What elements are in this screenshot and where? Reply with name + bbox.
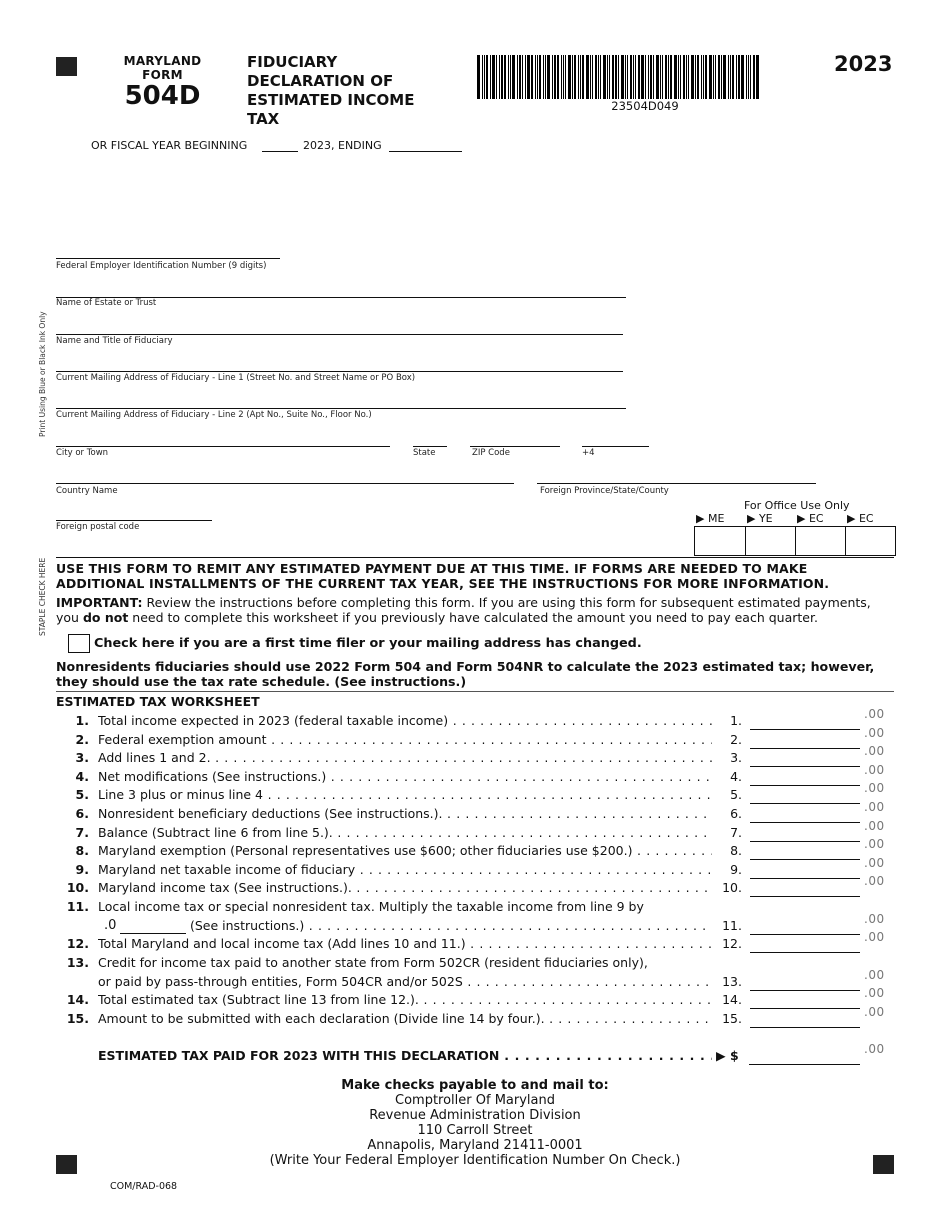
barcode-bar	[527, 55, 530, 99]
worksheet-rule	[56, 691, 894, 692]
line-text: (See instructions.) . . .	[190, 916, 712, 935]
office-use-title: For Office Use Only	[744, 499, 850, 512]
address-line2-label: Current Mailing Address of Fiduciary - Line 2 (Apt No., Suite No., Floor No.)	[56, 410, 372, 420]
worksheet-line-1	[56, 707, 896, 730]
office-col-ec-1: ▶ EC	[797, 512, 824, 525]
barcode-bar	[656, 55, 659, 99]
line-number: 6.	[75, 806, 89, 821]
barcode-bar	[499, 55, 500, 99]
barcode-bar	[496, 55, 497, 99]
estimated-tax-paid-input[interactable]	[749, 1046, 860, 1065]
barcode-bar	[547, 55, 550, 99]
mailing-line-4: Annapolis, Maryland 21411-0001	[367, 1138, 583, 1153]
worksheet-line-9	[56, 856, 896, 879]
fiduciary-name-label: Name and Title of Fiduciary	[56, 336, 173, 346]
line-cents: .00	[864, 763, 885, 777]
important-notice	[56, 595, 896, 625]
line-11-amount-input[interactable]	[750, 916, 860, 935]
line-12-amount-input[interactable]	[750, 934, 860, 953]
line-ref: 11.	[722, 918, 742, 933]
barcode-bar	[748, 55, 749, 99]
barcode-bar	[686, 55, 687, 99]
barcode-bar	[517, 55, 518, 99]
barcode-bar	[641, 55, 644, 99]
line-15-amount-input[interactable]	[750, 1009, 860, 1028]
line-8-amount-input[interactable]	[750, 841, 860, 860]
line-ref: 9.	[730, 862, 742, 877]
address-line1-label: Current Mailing Address of Fiduciary - Line 1 (Street No. and Street Name or PO Box)	[56, 373, 416, 383]
line-ref: 14.	[722, 992, 742, 1007]
barcode-bar	[721, 55, 722, 99]
staple-notice: STAPLE CHECK HERE	[38, 557, 47, 636]
barcode-bar	[670, 55, 672, 99]
line-ref: 6.	[730, 806, 742, 821]
barcode-bar	[586, 55, 589, 99]
barcode-bar	[537, 55, 538, 99]
line-text: Net modifications (See instructions.) . . .	[98, 767, 712, 786]
line-text: Maryland exemption (Personal representatives use $600; other fiduciaries use $200.) . . .	[98, 841, 712, 860]
registration-mark-bottom-right	[873, 1155, 894, 1174]
line-ref: 1.	[730, 713, 742, 728]
barcode-bar	[603, 55, 606, 99]
barcode-bar	[618, 55, 619, 99]
line-cents: .00	[864, 819, 885, 833]
worksheet-line-13-a	[56, 953, 896, 972]
barcode-bar	[705, 55, 707, 99]
barcode-bar	[552, 55, 553, 99]
line-number: 1.	[75, 713, 89, 728]
barcode-bar	[482, 55, 483, 99]
barcode-bar	[660, 55, 661, 99]
barcode-bar	[680, 55, 681, 99]
barcode-bar	[492, 55, 495, 99]
form-word: FORM	[142, 68, 183, 82]
barcode-bar	[736, 55, 737, 99]
line-number: 10.	[66, 880, 89, 895]
mailing-line-5: (Write Your Federal Employer Identification Number On Check.)	[269, 1153, 681, 1168]
barcode-bar	[554, 55, 556, 99]
barcode-bar	[653, 55, 654, 99]
line-cents: .00	[864, 874, 885, 888]
barcode-bar	[756, 55, 759, 99]
line-cents: .00	[864, 968, 885, 982]
barcode-bar	[574, 55, 576, 99]
office-col-ec-2: ▶ EC	[847, 512, 874, 525]
barcode-bar	[612, 55, 614, 99]
zip-plus4-input[interactable]	[582, 446, 649, 447]
barcode-bar	[713, 55, 714, 99]
important-label: IMPORTANT:	[56, 595, 143, 610]
form-code: COM/RAD-068	[110, 1181, 178, 1192]
nonresident-line-2: they should use the tax rate schedule. (See instructions.)	[56, 674, 467, 689]
line-cents: .00	[864, 800, 885, 814]
zip-plus4-label: +4	[582, 448, 595, 458]
line-2-amount-input[interactable]	[750, 730, 860, 749]
worksheet-line-6	[56, 800, 896, 823]
form-id-block	[110, 54, 215, 110]
barcode-bar	[697, 55, 699, 99]
line-number: 5.	[75, 787, 89, 802]
line-number: 11.	[66, 899, 89, 914]
state-name: MARYLAND	[123, 54, 202, 68]
barcode-bar	[510, 55, 511, 99]
barcode-bar	[633, 55, 634, 99]
fein-label: Federal Employer Identification Number (9 digits)	[56, 261, 267, 271]
fein-input[interactable]	[56, 258, 280, 259]
line-number: 15.	[66, 1011, 89, 1026]
line-cents: .00	[864, 726, 885, 740]
barcode-bar	[486, 55, 488, 99]
line-number: 13.	[66, 955, 89, 970]
important-text-2a: you	[56, 610, 79, 625]
country-label: Country Name	[56, 486, 118, 496]
barcode-bar	[615, 55, 617, 99]
barcode-bar	[678, 55, 679, 99]
postal-code-label: Foreign postal code	[56, 522, 140, 532]
line-text: Nonresident beneficiary deductions (See instructions.). . . .	[98, 804, 712, 823]
line-cents: .00	[864, 837, 885, 851]
office-col-ye: ▶ YE	[747, 512, 773, 525]
title-line-1: FIDUCIARY	[247, 53, 338, 71]
first-time-filer-checkbox[interactable]	[68, 634, 90, 653]
barcode-bar	[688, 55, 689, 99]
fiduciary-name-input[interactable]	[56, 334, 623, 335]
barcode-bar	[728, 55, 729, 99]
barcode-bar	[627, 55, 628, 99]
line-text: or paid by pass-through entities, Form 504CR and/or 502S . . .	[98, 972, 712, 991]
barcode-bar	[668, 55, 669, 99]
barcode-bar	[525, 55, 526, 99]
barcode-bar	[543, 55, 544, 99]
important-do-not: do not	[82, 610, 129, 625]
local-rate-prefix: .0	[104, 918, 117, 933]
line-3-amount-input[interactable]	[750, 748, 860, 767]
worksheet-line-7	[56, 819, 896, 842]
nonresident-line-1: Nonresidents fiduciaries should use 2022 Form 504 and Form 504NR to calculate the 2023 estimated tax; however,	[56, 659, 875, 674]
line-number: 8.	[75, 843, 89, 858]
office-cell-divider	[845, 527, 846, 555]
local-rate-input[interactable]	[120, 916, 186, 934]
worksheet-line-2	[56, 726, 896, 749]
address-line2-input[interactable]	[56, 408, 626, 409]
barcode-bar	[600, 55, 601, 99]
barcode-bar	[732, 55, 734, 99]
barcode-bar	[490, 55, 491, 99]
fiscal-beginning-input[interactable]	[262, 151, 298, 152]
form-title	[247, 53, 467, 129]
barcode-bar	[638, 55, 640, 99]
line-number: 7.	[75, 825, 89, 840]
estimated-tax-paid-line	[56, 1042, 896, 1065]
line-ref: 5.	[730, 787, 742, 802]
ink-notice: Print Using Blue or Black Ink Only	[38, 311, 47, 437]
state-label: State	[413, 448, 436, 458]
barcode-bar	[650, 55, 652, 99]
line-ref: 15.	[722, 1011, 742, 1026]
province-input[interactable]	[537, 483, 816, 484]
zip-input[interactable]	[470, 446, 560, 447]
line-text: Balance (Subtract line 6 from line 5.). . . .	[98, 823, 712, 842]
first-time-filer-label: Check here if you are a first time filer or your mailing address has changed.	[94, 636, 642, 651]
barcode-bar	[531, 55, 533, 99]
remit-line-1: USE THIS FORM TO REMIT ANY ESTIMATED PAYMENT DUE AT THIS TIME. IF FORMS ARE NEEDED TO MAKE	[56, 561, 808, 576]
worksheet-line-12	[56, 930, 896, 953]
line-cents: .00	[864, 986, 885, 1000]
barcode-bar	[504, 55, 506, 99]
barcode-bar	[484, 55, 485, 99]
paid-arrow-dollar: ▶ $	[716, 1048, 739, 1063]
barcode-bar	[501, 55, 503, 99]
line-cents: .00	[864, 930, 885, 944]
worksheet-line-8	[56, 837, 896, 860]
barcode-bar	[746, 55, 747, 99]
title-line-2: DECLARATION OF	[247, 72, 394, 90]
tax-year: 2023	[834, 52, 893, 76]
line-number: 9.	[75, 862, 89, 877]
barcode-bar	[750, 55, 751, 99]
barcode-bar	[683, 55, 685, 99]
line-text: Total Maryland and local income tax (Add lines 10 and 11.) . . .	[98, 934, 712, 953]
barcode-bar	[730, 55, 731, 99]
registration-mark-bottom-left	[56, 1155, 77, 1174]
office-cell-divider	[745, 527, 746, 555]
title-line-4: TAX	[247, 110, 280, 128]
country-input[interactable]	[56, 483, 514, 484]
line-5-amount-input[interactable]	[750, 785, 860, 804]
barcode-bar	[753, 55, 755, 99]
barcode-bar	[648, 55, 649, 99]
line-14-amount-input[interactable]	[750, 990, 860, 1009]
remit-line-2: ADDITIONAL INSTALLMENTS OF THE CURRENT TAX YEAR, SEE THE INSTRUCTIONS FOR MORE INFORMATION.	[56, 576, 830, 591]
barcode-bar	[665, 55, 667, 99]
worksheet-line-10	[56, 874, 896, 897]
barcode-bars	[477, 55, 813, 99]
line-ref: 3.	[730, 750, 742, 765]
barcode-bar	[590, 55, 591, 99]
line-text: Local income tax or special nonresident tax. Multiply the taxable income from line 9 by	[98, 899, 644, 914]
barcode-bar	[718, 55, 720, 99]
barcode-bar	[723, 55, 726, 99]
barcode-bar	[738, 55, 740, 99]
line-cents: .00	[864, 1005, 885, 1019]
line-number: 4.	[75, 769, 89, 784]
mailing-line-2: Revenue Administration Division	[369, 1108, 581, 1123]
line-ref: 12.	[722, 936, 742, 951]
nonresident-notice	[56, 659, 874, 689]
line-number: 12.	[66, 936, 89, 951]
line-ref: 7.	[730, 825, 742, 840]
barcode-bar	[545, 55, 546, 99]
barcode-bar	[695, 55, 696, 99]
fiscal-beginning-label: OR FISCAL YEAR BEGINNING	[91, 139, 248, 152]
barcode-bar	[568, 55, 571, 99]
line-4-amount-input[interactable]	[750, 767, 860, 786]
barcode-number: 23504D049	[611, 99, 679, 113]
line-cents: .00	[864, 744, 885, 758]
barcode-bar	[582, 55, 584, 99]
worksheet-line-15	[56, 1005, 896, 1028]
barcode-bar	[563, 55, 564, 99]
worksheet-line-11-a	[56, 897, 896, 916]
mailing-line-3: 110 Carroll Street	[417, 1123, 533, 1138]
line-text: Maryland income tax (See instructions.). . . .	[98, 878, 712, 897]
barcode-bar	[607, 55, 608, 99]
barcode-bar	[508, 55, 509, 99]
barcode-bar	[625, 55, 626, 99]
barcode-bar	[592, 55, 593, 99]
line-7-amount-input[interactable]	[750, 823, 860, 842]
barcode-bar	[557, 55, 559, 99]
title-line-3: ESTIMATED INCOME	[247, 91, 415, 109]
barcode-bar	[565, 55, 566, 99]
barcode-bar	[512, 55, 515, 99]
estate-name-label: Name of Estate or Trust	[56, 298, 157, 308]
line-cents: .00	[864, 1042, 885, 1056]
form-number: 504D	[124, 81, 201, 111]
barcode-bar	[598, 55, 599, 99]
barcode-bar	[645, 55, 646, 99]
barcode-bar	[709, 55, 712, 99]
line-ref: 4.	[730, 769, 742, 784]
worksheet-line-3	[56, 744, 896, 767]
line-text: Add lines 1 and 2. . . .	[98, 748, 712, 767]
fiscal-ending-label: 2023, ENDING	[303, 139, 382, 152]
barcode-bar	[572, 55, 573, 99]
line-text: Total income expected in 2023 (federal taxable income) . . .	[98, 711, 712, 730]
line-1-amount-input[interactable]	[750, 711, 860, 730]
line-9-amount-input[interactable]	[750, 860, 860, 879]
barcode-bar	[630, 55, 632, 99]
worksheet-line-4	[56, 763, 896, 786]
remit-notice	[56, 561, 829, 591]
important-text-1: Review the instructions before completing this form. If you are using this form for subsequent estimated payments,	[146, 595, 871, 610]
address-line1-input[interactable]	[56, 371, 623, 372]
mailing-line-1: Comptroller Of Maryland	[395, 1093, 555, 1108]
line-text: Amount to be submitted with each declaration (Divide line 14 by four.). . . .	[98, 1009, 712, 1028]
barcode-bar	[715, 55, 716, 99]
registration-mark-top-left	[56, 57, 77, 76]
barcode-bar	[519, 55, 521, 99]
line-text: Total estimated tax (Subtract line 13 from line 12.). . . .	[98, 990, 712, 1009]
barcode-bar	[703, 55, 704, 99]
barcode-bar	[662, 55, 663, 99]
barcode-bar	[535, 55, 536, 99]
postal-code-input[interactable]	[56, 520, 212, 521]
fiscal-ending-input[interactable]	[389, 151, 462, 152]
worksheet-line-13-b	[56, 968, 896, 991]
barcode-bar	[701, 55, 702, 99]
province-label: Foreign Province/State/County	[540, 486, 669, 496]
line-number: 14.	[66, 992, 89, 1007]
section-rule	[56, 557, 894, 558]
worksheet-line-14	[56, 986, 896, 1009]
line-text: Federal exemption amount . . .	[98, 730, 712, 749]
barcode	[477, 55, 813, 113]
line-ref: 13.	[722, 974, 742, 989]
city-input[interactable]	[56, 446, 390, 447]
line-text: Credit for income tax paid to another state from Form 502CR (resident fiduciaries only),	[98, 955, 648, 970]
worksheet-line-11-b	[56, 912, 896, 935]
line-ref: 2.	[730, 732, 742, 747]
barcode-bar	[595, 55, 597, 99]
paid-text: ESTIMATED TAX PAID FOR 2023 WITH THIS DECLARATION . . .	[98, 1046, 712, 1065]
line-text: Maryland net taxable income of fiduciary . . .	[98, 860, 712, 879]
barcode-bar	[741, 55, 744, 99]
office-use-box	[694, 526, 896, 556]
barcode-bar	[561, 55, 562, 99]
worksheet-title: ESTIMATED TAX WORKSHEET	[56, 694, 260, 709]
state-input[interactable]	[413, 446, 447, 447]
worksheet-line-5	[56, 781, 896, 804]
line-cents: .00	[864, 856, 885, 870]
line-6-amount-input[interactable]	[750, 804, 860, 823]
barcode-bar	[609, 55, 610, 99]
city-label: City or Town	[56, 448, 109, 458]
line-ref: 10.	[722, 880, 742, 895]
line-10-amount-input[interactable]	[750, 878, 860, 897]
line-number: 2.	[75, 732, 89, 747]
line-13-amount-input[interactable]	[750, 972, 860, 991]
barcode-bar	[580, 55, 581, 99]
line-number: 3.	[75, 750, 89, 765]
mailing-heading: Make checks payable to and mail to:	[341, 1078, 609, 1093]
barcode-bar	[621, 55, 624, 99]
barcode-bar	[635, 55, 636, 99]
barcode-bar	[477, 55, 480, 99]
line-cents: .00	[864, 912, 885, 926]
barcode-bar	[578, 55, 579, 99]
barcode-bar	[691, 55, 694, 99]
barcode-bar	[522, 55, 523, 99]
office-col-me: ▶ ME	[696, 512, 725, 525]
barcode-bar	[539, 55, 541, 99]
line-cents: .00	[864, 707, 885, 721]
line-cents: .00	[864, 781, 885, 795]
line-ref: 8.	[730, 843, 742, 858]
important-text-2b: need to complete this worksheet if you previously have calculated the amount you need to pay each quarter.	[132, 610, 818, 625]
zip-label: ZIP Code	[472, 448, 510, 458]
line-text: Line 3 plus or minus line 4 . . .	[98, 785, 712, 804]
barcode-bar	[674, 55, 677, 99]
office-cell-divider	[795, 527, 796, 555]
